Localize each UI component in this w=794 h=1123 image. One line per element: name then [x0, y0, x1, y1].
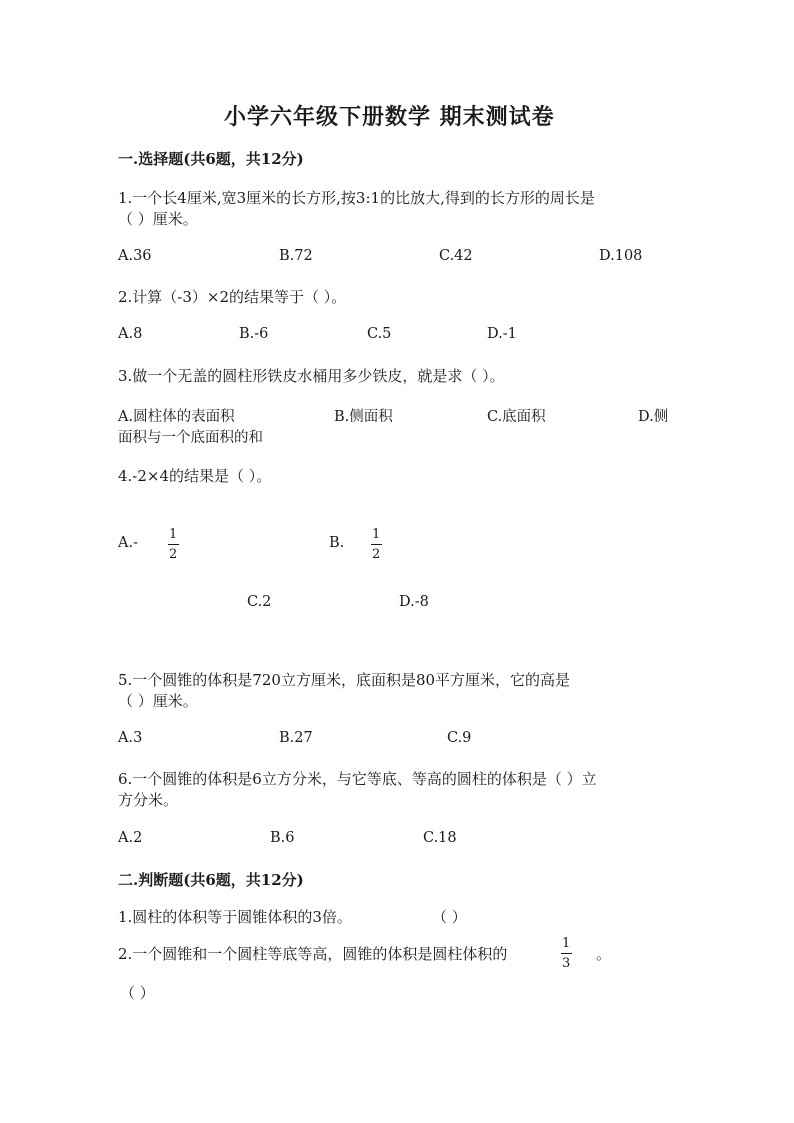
judgement-1-blank: （ ）	[432, 908, 467, 926]
question-2-option-d: D.-1	[487, 326, 517, 342]
fraction-numerator: 1	[372, 527, 381, 542]
question-2-option-c: C.5	[367, 326, 392, 342]
question-4-text: 4.-2×4的结果是（ ）。	[118, 467, 272, 485]
section-heading-choice: 一.选择题(共6题，共12分)	[118, 150, 304, 168]
section-heading-judgement: 二.判断题(共6题，共12分)	[118, 871, 304, 889]
question-5-text-cont: （ ）厘米。	[118, 692, 198, 710]
question-1-option-b: B.72	[279, 248, 313, 264]
question-4-option-a-prefix: A.-	[118, 535, 138, 551]
question-6-text: 6.一个圆锥的体积是6立方分米，与它等底、等高的圆柱的体积是（ ）立	[118, 770, 597, 788]
question-3-option-d: D.侧	[638, 409, 669, 425]
judgement-2-fraction	[560, 937, 572, 970]
question-3-option-c: C.底面积	[487, 409, 546, 425]
question-6-text-cont: 方分米。	[118, 791, 179, 809]
question-5-option-c: C.9	[447, 730, 472, 746]
question-1-text: 1.一个长4厘米,宽3厘米的长方形,按3:1的比放大,得到的长方形的周长是	[118, 189, 595, 207]
question-6-option-c: C.18	[423, 830, 457, 846]
question-3-option-a: A.圆柱体的表面积	[118, 409, 235, 425]
question-1-text-cont: （ ）厘米。	[118, 210, 198, 228]
question-5-option-b: B.27	[279, 730, 313, 746]
fraction-bar	[371, 544, 382, 545]
question-3-option-d-cont: 面积与一个底面积的和	[118, 430, 263, 446]
fraction-denominator: 2	[169, 547, 178, 562]
fraction-bar	[561, 953, 572, 954]
question-4-option-b-prefix: B.	[329, 535, 345, 551]
page-title: 小学六年级下册数学 期末测试卷	[224, 104, 555, 130]
fraction-numerator: 1	[562, 936, 571, 951]
fraction-bar	[168, 544, 179, 545]
fraction-denominator: 2	[372, 547, 381, 562]
question-5-text: 5.一个圆锥的体积是720立方厘米，底面积是80平方厘米，它的高是	[118, 671, 571, 689]
question-4-option-b-fraction	[370, 528, 382, 561]
question-6-option-a: A.2	[118, 830, 143, 846]
question-2-text: 2.计算（-3）×2的结果等于（ ）。	[118, 288, 347, 306]
question-4-option-c: C.2	[247, 594, 272, 610]
question-6-option-b: B.6	[270, 830, 295, 846]
question-4-option-a-fraction	[167, 528, 179, 561]
judgement-1-text: 1.圆柱的体积等于圆锥体积的3倍。	[118, 908, 352, 926]
fraction-numerator: 1	[169, 527, 178, 542]
question-3-option-b: B.侧面积	[334, 409, 393, 425]
judgement-2-text: 2.一个圆锥和一个圆柱等底等高，圆锥的体积是圆柱体积的	[118, 945, 508, 963]
question-2-option-a: A.8	[118, 326, 143, 342]
fraction-denominator: 3	[562, 956, 571, 971]
judgement-2-blank: （ ）	[120, 984, 155, 1002]
question-1-option-d: D.108	[599, 248, 643, 264]
question-2-option-b: B.-6	[239, 326, 269, 342]
question-5-option-a: A.3	[118, 730, 143, 746]
question-1-option-a: A.36	[118, 248, 152, 264]
question-3-text: 3.做一个无盖的圆柱形铁皮水桶用多少铁皮，就是求（ ）。	[118, 367, 505, 385]
question-1-option-c: C.42	[439, 248, 473, 264]
question-4-option-d: D.-8	[399, 594, 429, 610]
judgement-2-end: 。	[596, 945, 612, 963]
